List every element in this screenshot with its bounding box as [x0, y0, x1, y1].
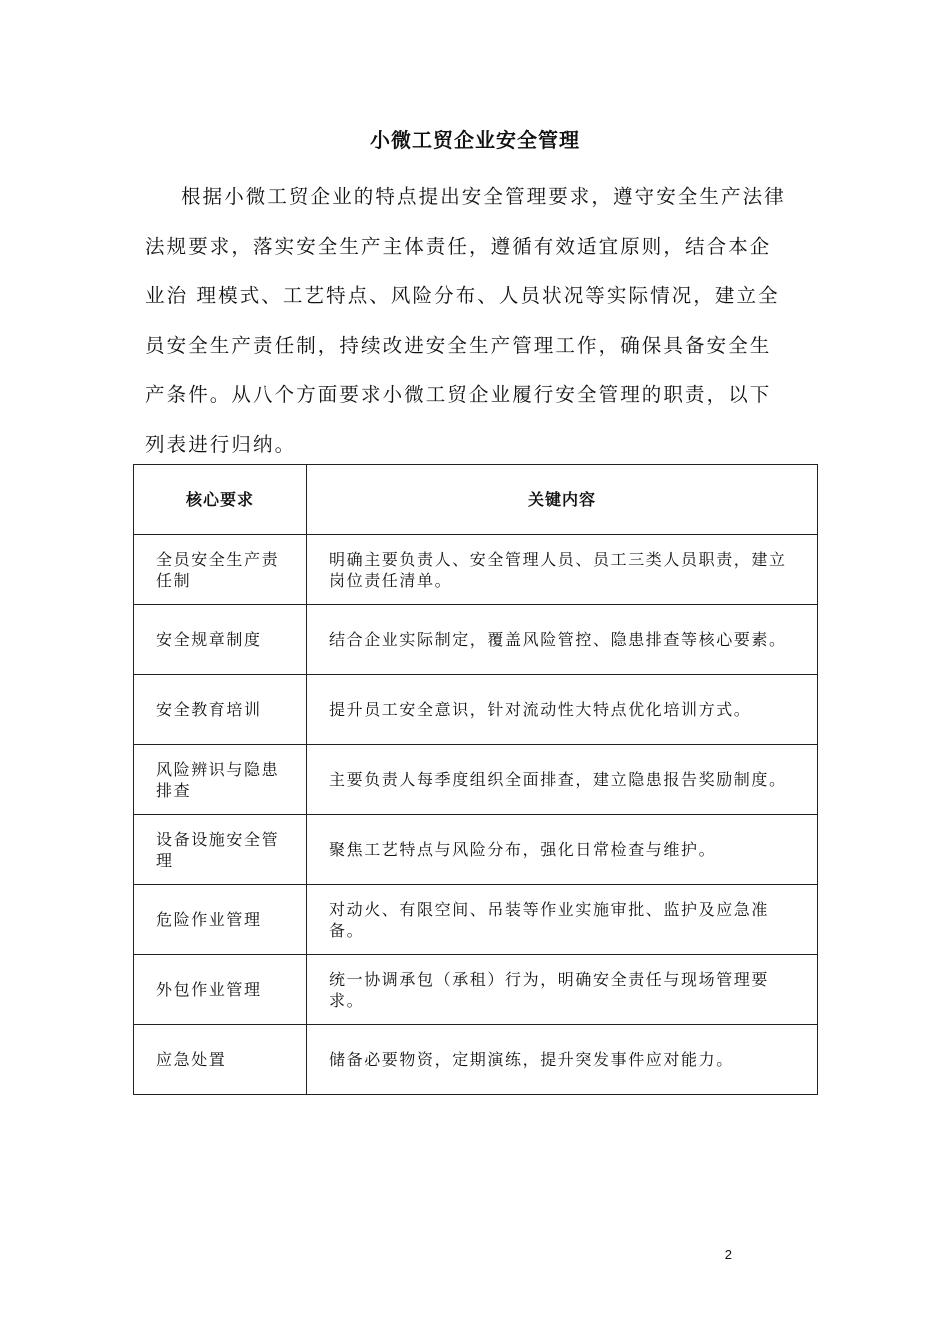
content-cell: 储备必要物资，定期演练，提升突发事件应对能力。: [307, 1025, 818, 1095]
table-row: [134, 1025, 818, 1095]
intro-line: 法规要求，落实安全生产主体责任，遵循有效适宜原则，结合本企: [145, 234, 772, 258]
content-cell: 提升员工安全意识，针对流动性大特点优化培训方式。: [307, 675, 818, 745]
requirement-cell: 全员安全生产责任制: [134, 535, 307, 605]
requirement-cell: 应急处置: [134, 1025, 307, 1095]
requirement-cell: 危险作业管理: [134, 885, 307, 955]
content-cell: 统一协调承包（承租）行为，明确安全责任与现场管理要求。: [307, 955, 818, 1025]
content-cell: 主要负责人每季度组织全面排查，建立隐患报告奖励制度。: [307, 745, 818, 815]
document-title: 小微工贸企业安全管理: [370, 128, 580, 152]
table-row: [134, 955, 818, 1025]
table-row: [134, 815, 818, 885]
table-header-row: [134, 465, 818, 535]
content-cell: 对动火、有限空间、吊装等作业实施审批、监护及应急准备。: [307, 885, 818, 955]
intro-line: 根据小微工贸企业的特点提出安全管理要求，遵守安全生产法律: [181, 185, 786, 208]
table-row: [134, 535, 818, 605]
content-cell: 结合企业实际制定，覆盖风险管控、隐患排查等核心要素。: [307, 605, 818, 675]
content-cell: 明确主要负责人、安全管理人员、员工三类人员职责，建立岗位责任清单。: [307, 535, 818, 605]
intro-paragraph: [145, 172, 809, 469]
requirement-cell: 外包作业管理: [134, 955, 307, 1025]
requirement-cell: 设备设施安全管理: [134, 815, 307, 885]
content-cell: 聚焦工艺特点与风险分布，强化日常检查与维护。: [307, 815, 818, 885]
table-row: [134, 605, 818, 675]
table-row: [134, 745, 818, 815]
intro-line: 员安全生产责任制，持续改进安全生产管理工作，确保具备安全生: [145, 333, 772, 357]
table-row: [134, 675, 818, 745]
intro-line: 列表进行归纳。: [145, 432, 297, 456]
requirement-cell: 安全规章制度: [134, 605, 307, 675]
header-key-content: 关键内容: [307, 465, 818, 535]
requirement-cell: 风险辨识与隐患排查: [134, 745, 307, 815]
requirements-table: [133, 464, 818, 1095]
requirement-cell: 安全教育培训: [134, 675, 307, 745]
table-row: [134, 885, 818, 955]
intro-line: 业治 理模式、工艺特点、风险分布、人员状况等实际情况，建立全: [145, 284, 780, 307]
header-core-requirement: 核心要求: [134, 465, 307, 535]
intro-line: 产条件。从八个方面要求小微工贸企业履行安全管理的职责，以下: [145, 383, 772, 406]
page-number: 2: [724, 1247, 732, 1262]
